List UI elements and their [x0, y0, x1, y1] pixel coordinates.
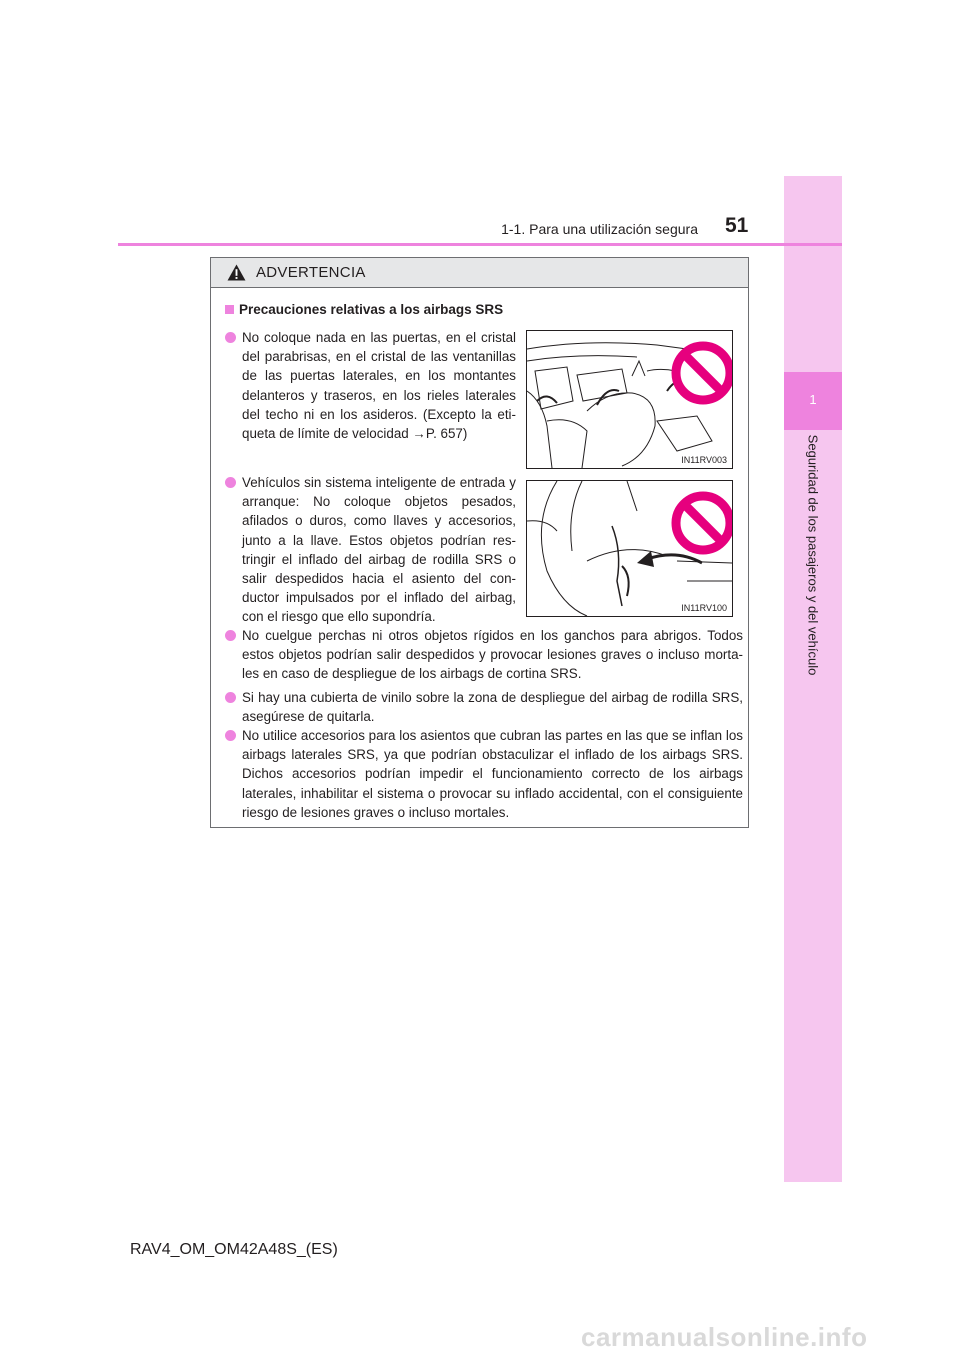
- warning-box: [210, 257, 749, 828]
- steering-key-illustration: [527, 481, 732, 616]
- section-title: 1-1. Para una utilización segura: [501, 221, 698, 237]
- section-heading: [225, 302, 503, 317]
- chapter-number: 1: [809, 392, 817, 407]
- warning-item: [242, 726, 743, 822]
- figure-code: IN11RV003: [681, 455, 727, 465]
- chapter-side-tab: [784, 176, 842, 1182]
- warning-item-text: Vehículos sin sistema inteligente de entrada y arranque: No coloque objetos pesados, afilados o duros, como llaves y accesorios, junto a la llave. Estos objetos podrían restringir el inflado del airbag de rodilla SRS o salir despedidos hacia el asiento del conductor impulsados por el inflado del airbag, con el riesgo que ello supondría.: [242, 475, 516, 625]
- warning-item: [242, 328, 516, 443]
- page-number: 51: [725, 214, 749, 237]
- chapter-label: Seguridad de los pasajeros y del vehículo: [805, 434, 821, 676]
- header-rule: [118, 243, 842, 246]
- bullet-dot-icon: [225, 692, 236, 703]
- warning-item: [242, 473, 516, 627]
- figure-key-ring: [526, 480, 733, 617]
- warning-item-text: No utilice accesorios para los asientos que cubran las partes en las que se inflan los airbags laterales SRS, ya que podrían obstaculizar el inflado de los airbags SRS. Dichos accesorios podrían impedir el funcionamiento correcto de los airbags laterales, inhabilitar el sistema o provocar su inflado accidental, con el consiguiente riesgo de lesiones graves o incluso mortales.: [242, 728, 743, 820]
- warning-triangle-icon: [227, 264, 246, 281]
- bullet-dot-icon: [225, 477, 236, 488]
- figure-code: IN11RV100: [681, 603, 727, 613]
- warning-item: [242, 688, 743, 726]
- model-code: RAV4_OM_OM42A48S_(ES): [130, 1241, 338, 1258]
- warning-title: ADVERTENCIA: [256, 264, 366, 281]
- interior-illustration: [527, 331, 732, 468]
- bullet-dot-icon: [225, 730, 236, 741]
- warning-item: [242, 626, 743, 684]
- warning-header: [211, 258, 748, 288]
- bullet-dot-icon: [225, 630, 236, 641]
- warning-item-text: No coloque nada en las puertas, en el cristal del parabrisas, en el cristal de las ventanillas de las puertas laterales, en los montantes delanteros y traseros, en los rieles laterales del techo ni en los asideros. (Excepto la etiqueta de límite de velocidad →P. 657): [242, 330, 516, 442]
- svg-text:carmanualsonline.info: carmanualsonline.info: [581, 1322, 868, 1352]
- warning-item-text: Si hay una cubierta de vinilo sobre la zona de despliegue del airbag de rodilla SRS, asegúrese de quitarla.: [242, 690, 743, 725]
- watermark-logo: [577, 1319, 957, 1355]
- bullet-dot-icon: [225, 332, 236, 343]
- figure-interior-pillars: [526, 330, 733, 469]
- section-heading-text: Precauciones relativas a los airbags SRS: [239, 302, 504, 317]
- warning-item-text: No cuelgue perchas ni otros objetos rígidos en los ganchos para abrigos. Todos estos objetos podrían salir despedidos y provocar lesiones graves o incluso mortales en caso de despliegue de los airbags de cortina SRS.: [242, 628, 743, 682]
- square-bullet-icon: [225, 305, 234, 314]
